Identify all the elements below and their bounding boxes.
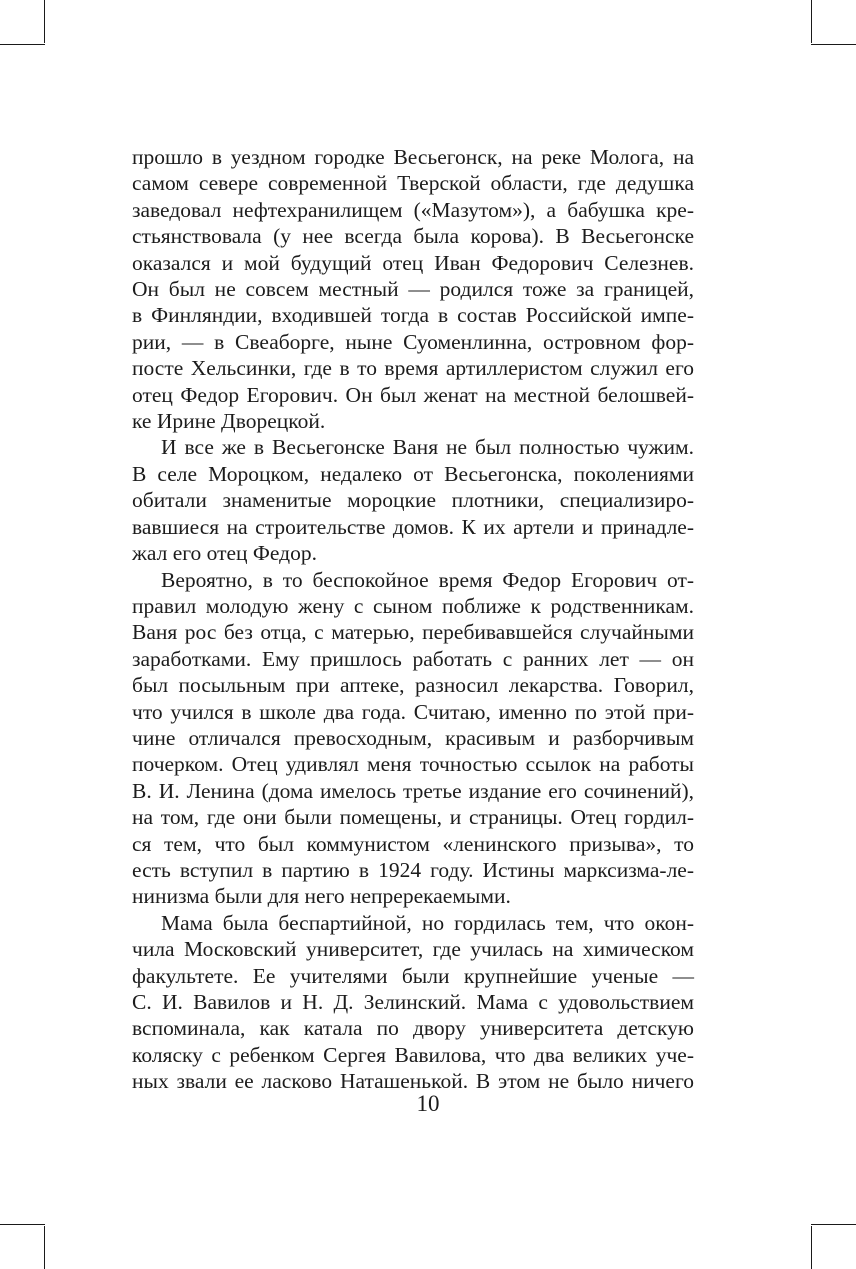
text-line: Мама была беспартийной, но гордилась тем, что окон-	[161, 910, 694, 935]
text-line: вспоминала, как катала по двору университета детскую	[132, 1016, 694, 1041]
text-line: есть вступил в партию в 1924 году. Истины марксизма-ле-	[132, 857, 694, 882]
crop-mark-top-left-horizontal	[0, 44, 45, 45]
text-line: ных звали ее ласково Наташенькой. В этом не было ничего	[132, 1069, 694, 1094]
text-line: чине отличался превосходным, красивым и разборчивым	[132, 725, 694, 750]
paragraph	[132, 434, 694, 566]
text-line: правил молодую жену с сыном поближе к родственникам.	[132, 593, 694, 618]
crop-mark-top-right-horizontal	[811, 44, 856, 45]
body-text	[132, 144, 694, 1095]
crop-mark-bottom-left-horizontal	[0, 1224, 45, 1225]
paragraph	[132, 144, 694, 434]
text-line: Ваня рос без отца, с матерью, перебивавшейся случайными	[132, 620, 694, 645]
text-line: Вероятно, в то беспокойное время Федор Егорович от-	[161, 567, 694, 592]
text-line: обитали знаменитые мороцкие плотники, специализиро-	[132, 488, 694, 513]
crop-mark-bottom-left-vertical	[44, 1226, 45, 1269]
text-line: С. И. Вавилов и Н. Д. Зелинский. Мама с удовольствием	[132, 990, 694, 1014]
text-line: рии, — в Свеаборге, ныне Суоменлинна, островном фор-	[132, 329, 694, 354]
text-line: на том, где они были помещены, и страницы. Отец гордил-	[132, 805, 694, 830]
crop-mark-top-left-vertical	[44, 0, 45, 43]
text-line: чила Московский университет, где училась на химическом	[132, 937, 694, 962]
text-line: оказался и мой будущий отец Иван Федорович Селезнев.	[132, 250, 694, 275]
text-line: что учился в школе два года. Считаю, именно по этой при-	[132, 699, 694, 724]
paragraph	[132, 567, 694, 910]
text-line: жал его отец Федор.	[132, 541, 317, 566]
text-line: прошло в уездном городке Весьегонск, на реке Молога, на	[132, 145, 694, 169]
text-line: посте Хельсинки, где в то время артиллеристом служил его	[132, 356, 694, 381]
text-line: коляску с ребенком Сергея Вавилова, что два великих уче-	[132, 1042, 694, 1067]
text-line: ке Ирине Дворецкой.	[132, 409, 326, 434]
text-line: И все же в Весьегонске Ваня не был полностью чужим.	[161, 435, 694, 460]
crop-mark-bottom-right-vertical	[811, 1226, 812, 1269]
text-line: В. И. Ленина (дома имелось третье издание его сочинений),	[132, 778, 694, 803]
paragraph	[132, 910, 694, 1095]
text-line: заработками. Ему пришлось работать с ранних лет — он	[132, 646, 694, 671]
text-line: самом севере современной Тверской области, где дедушка	[132, 171, 694, 196]
text-line: почерком. Отец удивлял меня точностью ссылок на работы	[132, 752, 694, 777]
text-line: Он был не совсем местный — родился тоже за границей,	[132, 277, 694, 302]
text-line: В селе Мороцком, недалеко от Весьегонска, поколениями	[132, 461, 694, 486]
text-line: стьянствовала (у нее всегда была корова). В Весьегонске	[132, 224, 694, 249]
crop-mark-top-right-vertical	[811, 0, 812, 43]
text-line: ся тем, что был коммунистом «ленинского призыва», то	[132, 831, 694, 856]
text-line: отец Федор Егорович. Он был женат на местной белошвей-	[132, 382, 694, 407]
crop-mark-bottom-right-horizontal	[811, 1224, 856, 1225]
text-line: в Финляндии, входившей тогда в состав Российской импе-	[132, 303, 694, 328]
text-line: нинизма были для него непререкаемыми.	[132, 884, 511, 909]
page-number: 10	[416, 1091, 440, 1116]
text-line: факультете. Ее учителями были крупнейшие ученые —	[132, 963, 694, 988]
text-line: был посыльным при аптеке, разносил лекарства. Говорил,	[132, 673, 694, 698]
text-line: вавшиеся на строительстве домов. К их артели и принадле-	[132, 514, 694, 539]
text-line: заведовал нефтехранилищем («Мазутом»), а бабушка кре-	[132, 197, 694, 222]
